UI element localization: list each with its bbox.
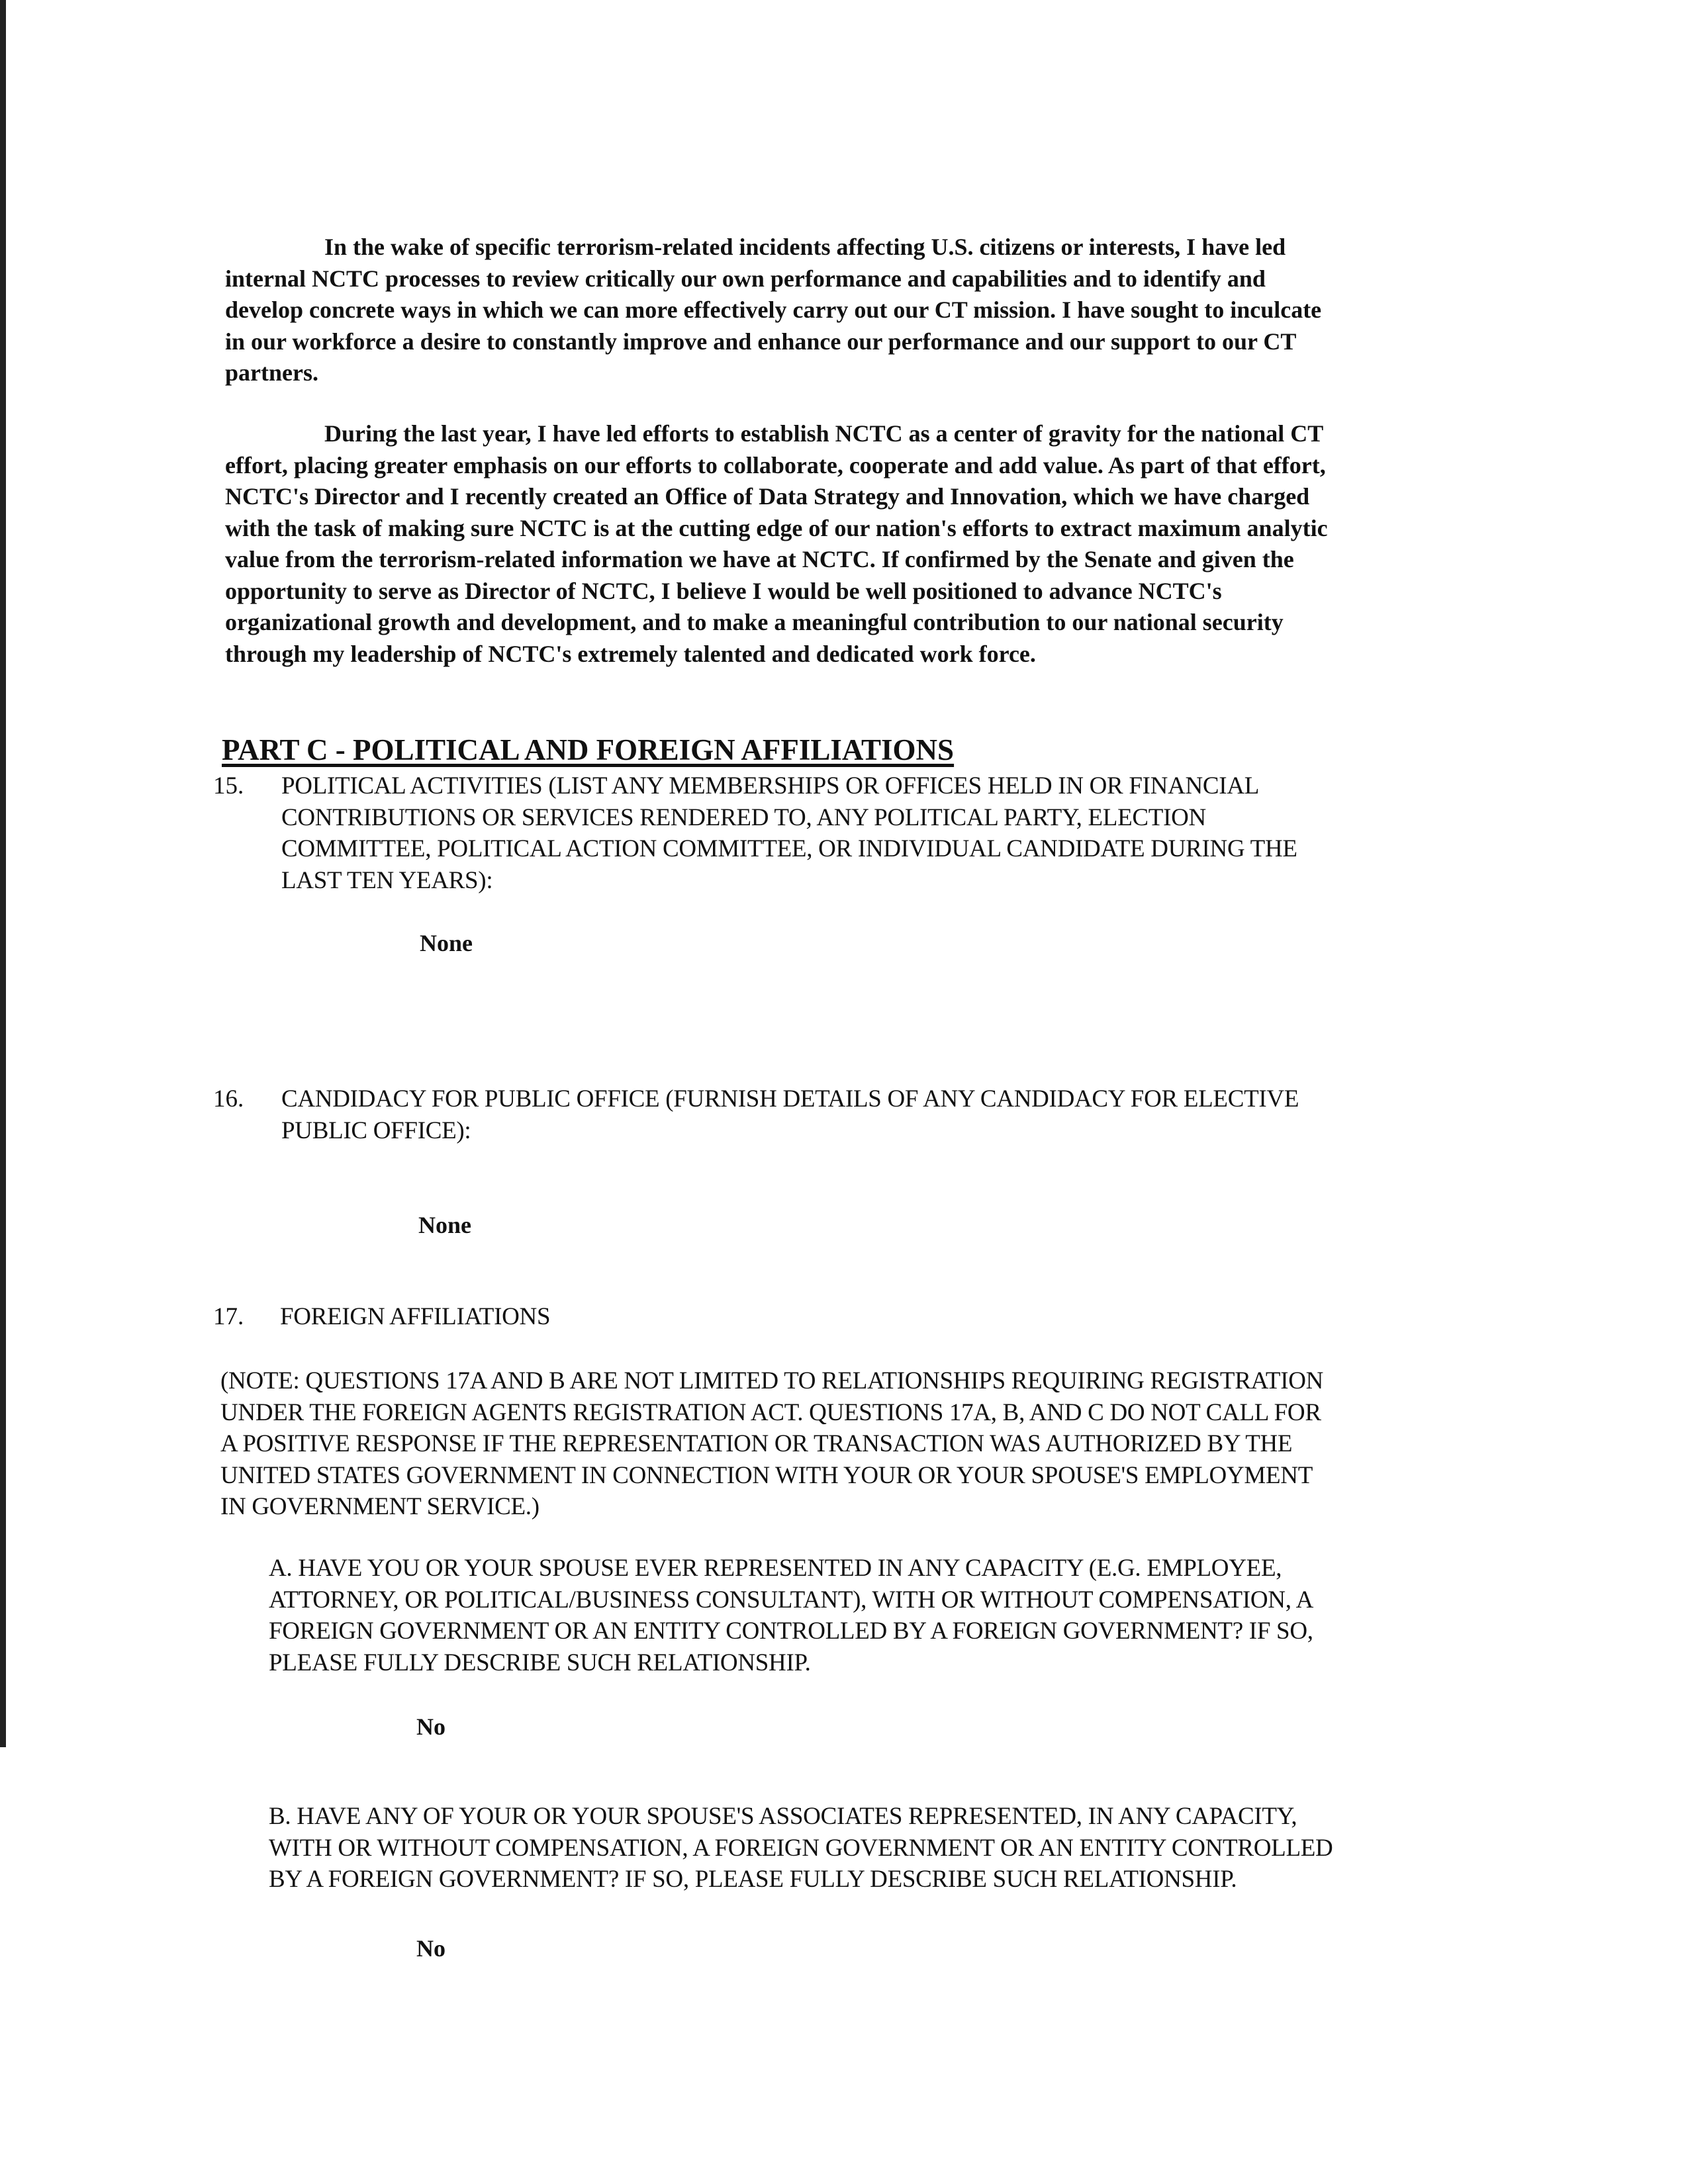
text-line: CONTRIBUTIONS OR SERVICES RENDERED TO, ANY POLITICAL PARTY, ELECTION (281, 803, 1206, 831)
text-line: value from the terrorism-related information we have at NCTC. If confirmed by the Senate and given the (225, 546, 1294, 572)
answer-text: None (418, 1212, 471, 1238)
answer-15 (420, 928, 473, 960)
text-line: UNDER THE FOREIGN AGENTS REGISTRATION ACT. QUESTIONS 17A, B, AND C DO NOT CALL FOR (220, 1398, 1321, 1426)
text-line: In the wake of specific terrorism-related incidents affecting U.S. citizens or interests, I have led (324, 234, 1286, 260)
text-line: UNITED STATES GOVERNMENT IN CONNECTION WITH YOUR OR YOUR SPOUSE'S EMPLOYMENT (220, 1461, 1313, 1489)
question-17a (269, 1553, 1313, 1678)
text-line: through my leadership of NCTC's extremely talented and dedicated work force. (225, 640, 1036, 667)
scan-edge (0, 0, 6, 1747)
section-heading: PART C - POLITICAL AND FOREIGN AFFILIATIONS (222, 733, 955, 766)
answer-17a (416, 1711, 445, 1743)
text-line: BY A FOREIGN GOVERNMENT? IF SO, PLEASE FULLY DESCRIBE SUCH RELATIONSHIP. (269, 1866, 1237, 1893)
text-line: FOREIGN GOVERNMENT OR AN ENTITY CONTROLLED BY A FOREIGN GOVERNMENT? IF SO, (269, 1617, 1313, 1645)
question-number: 16. (213, 1085, 244, 1113)
answer-text: No (416, 1935, 445, 1962)
question-16 (281, 1083, 1299, 1146)
text-line: WITH OR WITHOUT COMPENSATION, A FOREIGN GOVERNMENT OR AN ENTITY CONTROLLED (269, 1834, 1333, 1862)
text-line: partners. (225, 359, 318, 386)
answer-text: No (416, 1713, 445, 1740)
text-line: FOREIGN AFFILIATIONS (280, 1303, 551, 1330)
answer-17b (416, 1933, 445, 1965)
text-line: ATTORNEY, OR POLITICAL/BUSINESS CONSULTANT), WITH OR WITHOUT COMPENSATION, A (269, 1586, 1313, 1614)
paragraph-2 (225, 418, 1328, 670)
question-15 (281, 770, 1297, 896)
answer-text: None (420, 930, 473, 956)
text-line: in our workforce a desire to constantly improve and enhance our performance and our support to our CT (225, 328, 1297, 355)
text-line: (NOTE: QUESTIONS 17A AND B ARE NOT LIMITED TO RELATIONSHIPS REQUIRING REGISTRATION (220, 1367, 1324, 1394)
question-17b (269, 1801, 1333, 1895)
text-line: NCTC's Director and I recently created an Office of Data Strategy and Innovation, which we have charged (225, 483, 1310, 510)
text-line: opportunity to serve as Director of NCTC, I believe I would be well positioned to advance NCTC's (225, 577, 1222, 604)
text-line: A POSITIVE RESPONSE IF THE REPRESENTATION OR TRANSACTION WAS AUTHORIZED BY THE (220, 1430, 1293, 1457)
text-line: B. HAVE ANY OF YOUR OR YOUR SPOUSE'S ASSOCIATES REPRESENTED, IN ANY CAPACITY, (269, 1803, 1297, 1830)
text-line: develop concrete ways in which we can more effectively carry out our CT mission. I have sought to inculcate (225, 296, 1322, 323)
text-line: IN GOVERNMENT SERVICE.) (220, 1493, 539, 1520)
paragraph-1 (225, 232, 1321, 389)
text-line: effort, placing greater emphasis on our efforts to collaborate, cooperate and add value. As part of that effort, (225, 451, 1326, 478)
text-line: internal NCTC processes to review critically our own performance and capabilities and to identify and (225, 265, 1266, 292)
text-line: POLITICAL ACTIVITIES (LIST ANY MEMBERSHIPS OR OFFICES HELD IN OR FINANCIAL (281, 772, 1260, 799)
text-line: PUBLIC OFFICE): (281, 1116, 471, 1144)
question-number: 17. (213, 1303, 244, 1330)
text-line: PLEASE FULLY DESCRIBE SUCH RELATIONSHIP. (269, 1649, 811, 1676)
question-17-title (280, 1301, 550, 1333)
text-line: LAST TEN YEARS): (281, 866, 493, 894)
text-line: COMMITTEE, POLITICAL ACTION COMMITTEE, OR INDIVIDUAL CANDIDATE DURING THE (281, 835, 1297, 862)
answer-16 (418, 1210, 471, 1242)
question-number: 15. (213, 772, 244, 799)
text-line: with the task of making sure NCTC is at the cutting edge of our nation's efforts to extract maximum analytic (225, 514, 1328, 541)
text-line: A. HAVE YOU OR YOUR SPOUSE EVER REPRESENTED IN ANY CAPACITY (E.G. EMPLOYEE, (269, 1555, 1282, 1582)
text-line: CANDIDACY FOR PUBLIC OFFICE (FURNISH DETAILS OF ANY CANDIDACY FOR ELECTIVE (281, 1085, 1299, 1113)
question-17-note (220, 1365, 1323, 1523)
text-line: organizational growth and development, and to make a meaningful contribution to our national security (225, 609, 1284, 635)
text-line: During the last year, I have led efforts to establish NCTC as a center of gravity for the national CT (324, 420, 1324, 447)
